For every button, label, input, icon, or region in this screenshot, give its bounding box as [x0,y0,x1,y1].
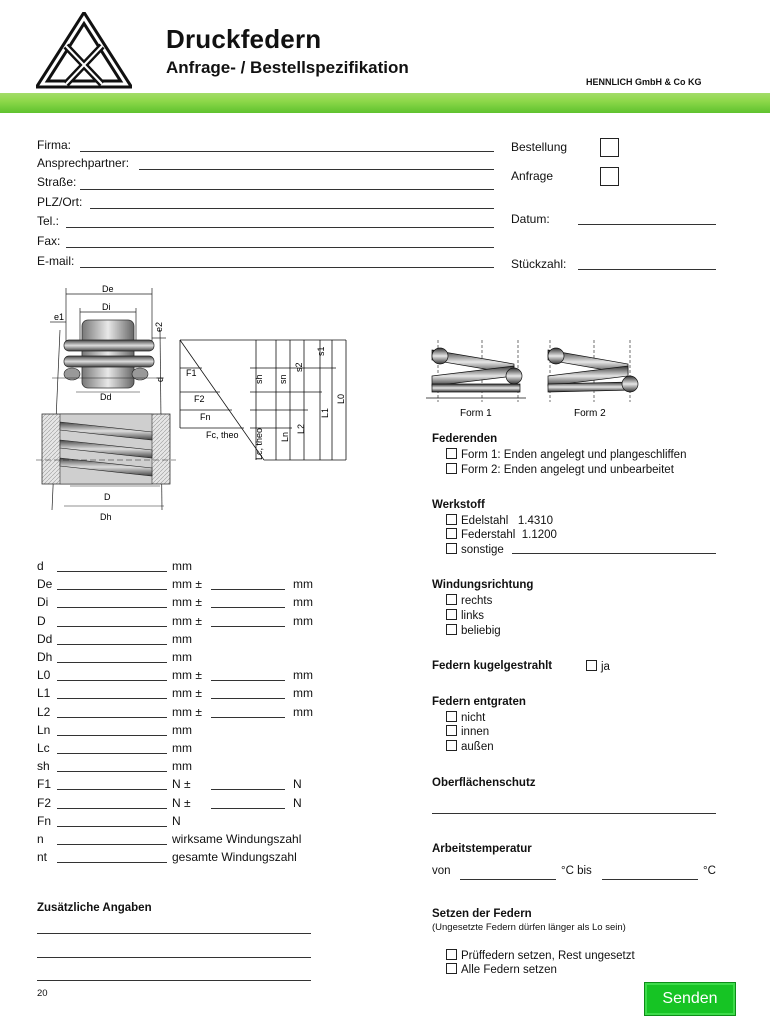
tel-label: Tel.: [37,214,60,228]
spec-tolerance-unit: N [293,795,302,810]
spring-forms-illustration [426,336,646,426]
datum-label: Datum: [511,212,550,226]
label-l2: L2 [296,423,306,434]
entgraten-nicht-option[interactable]: nicht [446,711,485,724]
label-dh: Dh [100,512,112,522]
fax-label: Fax: [37,234,61,248]
spec-unit: mm ± [172,704,202,719]
spec-unit: mm ± [172,668,202,683]
spec-symbol: L2 [37,704,51,719]
spec-tolerance-field[interactable] [211,789,285,790]
spec-symbol: Dh [37,650,53,664]
checkbox-icon[interactable] [446,725,457,736]
label-s2: s2 [294,362,304,372]
anfrage-label: Anfrage [511,169,554,183]
spec-unit: mm [172,650,192,664]
spec-symbol: F2 [37,795,52,810]
tel-field[interactable] [66,227,494,228]
spec-symbol: L0 [37,668,51,683]
checkbox-icon[interactable] [446,463,457,474]
checkbox-icon[interactable] [446,711,457,722]
spec-unit: wirksame Windungszahl [172,832,302,846]
company-name: HENNLICH GmbH & Co KG [586,77,702,87]
checkbox-icon[interactable] [446,594,457,605]
spec-unit: mm [172,559,192,573]
spec-value-field[interactable] [57,735,167,736]
label-fn: Fn [200,412,211,422]
spec-symbol: Dd [37,631,53,646]
spec-unit: mm ± [172,613,202,628]
werkstoff-federstahl-option[interactable]: Federstahl 1.1200 [446,528,557,541]
spec-value-field[interactable] [57,862,167,863]
label-l0: L0 [336,393,346,404]
spec-value-field[interactable] [57,717,167,718]
spec-symbol: Di [37,595,49,610]
label-ln: Ln [280,431,290,442]
label-dd: Dd [100,392,112,402]
federenden-form1-option[interactable]: Form 1: Enden angelegt und plangeschliffen [446,448,686,461]
header-green-bar [0,93,770,113]
label-d: d [155,376,165,382]
label-di: Di [102,302,111,312]
stueckzahl-label: Stückzahl: [511,257,567,271]
windung-rechts-option[interactable]: rechts [446,594,492,607]
spec-tolerance-field[interactable] [211,698,285,699]
spec-value-field[interactable] [57,571,167,572]
spec-symbol: Lc [37,741,50,755]
firma-label: Firma: [37,138,71,152]
label-lc-theo: Lc, theo [254,427,264,460]
werkstoff-heading: Werkstoff [432,499,485,511]
spec-unit: mm [172,722,192,737]
spec-tolerance-unit: N [293,777,302,792]
spec-unit: mm ± [172,577,202,592]
plz-ort-field[interactable] [90,208,494,209]
label-e1: e1 [54,312,65,322]
spec-value-field[interactable] [57,662,167,663]
oberflaechenschutz-heading: Oberflächenschutz [432,777,536,789]
spec-unit: N [172,813,181,828]
checkbox-icon[interactable] [446,448,457,459]
spec-symbol: Ln [37,722,51,737]
entgraten-heading: Federn entgraten [432,696,526,708]
spec-symbol: De [37,577,53,592]
spec-value-field[interactable] [57,753,167,754]
spec-unit: mm [172,741,192,755]
federenden-form2-option[interactable]: Form 2: Enden angelegt und unbearbeitet [446,463,674,476]
senden-button[interactable]: Senden [644,982,736,1016]
label-f1: F1 [186,368,197,378]
checkbox-icon[interactable] [446,624,457,635]
spec-unit: mm ± [172,686,202,701]
spec-symbol: d [37,559,44,573]
checkbox-icon[interactable] [446,740,457,751]
spec-tolerance-unit: mm [293,577,313,592]
spec-tolerance-field[interactable] [211,589,285,590]
spec-symbol: nt [37,850,48,865]
spec-value-field[interactable] [57,698,167,699]
checkbox-icon[interactable] [446,528,457,539]
spec-unit: N ± [172,777,191,792]
email-field[interactable] [80,267,494,268]
windungsrichtung-heading: Windungsrichtung [432,579,534,591]
plz-ort-label: PLZ/Ort: [37,195,83,209]
spec-tolerance-field[interactable] [211,808,285,809]
strasse-label: Straße: [37,175,77,189]
spec-symbol: L1 [37,686,51,701]
setzen-pruef-option[interactable]: Prüffedern setzen, Rest ungesetzt [446,949,635,962]
windung-links-option[interactable]: links [446,609,484,622]
werkstoff-edelstahl-option[interactable]: Edelstahl 1.4310 [446,514,553,527]
label-l1: L1 [320,407,330,418]
stueckzahl-field[interactable] [578,269,716,270]
temp-bis-label: °C bis [561,865,592,877]
checkbox-icon[interactable] [446,543,457,554]
zusaetzlich-heading: Zusätzliche Angaben [37,902,152,914]
zusaetzlich-line-3[interactable] [37,980,311,981]
page-title: Druckfedern [166,24,322,54]
anfrage-checkbox[interactable] [600,167,619,186]
ansprechpartner-field[interactable] [139,169,494,170]
email-label: E-mail: [37,254,75,268]
spec-symbol: Fn [37,813,52,828]
spec-tolerance-field[interactable] [211,607,285,608]
checkbox-icon[interactable] [446,514,457,525]
spec-symbol: F1 [37,777,52,792]
label-fc-theo: Fc, theo [206,430,239,440]
spec-unit: mm ± [172,595,202,610]
werkstoff-sonstige-field[interactable] [512,553,716,554]
entgraten-innen-option[interactable]: innen [446,725,489,738]
spec-value-field[interactable] [57,644,167,645]
setzen-alle-option[interactable]: Alle Federn setzen [446,963,557,976]
spec-unit: mm [172,759,192,774]
spec-tolerance-unit: mm [293,668,313,683]
label-sn: sn [278,374,288,384]
firma-field[interactable] [80,151,494,152]
spec-symbol: sh [37,759,50,774]
page-subtitle: Anfrage- / Bestellspezifikation [166,58,409,77]
label-sh: sh [254,374,264,384]
page-number: 20 [37,988,48,999]
arbeitstemperatur-heading: Arbeitstemperatur [432,843,532,855]
spec-value-field[interactable] [57,589,167,590]
setzen-note: (Ungesetzte Federn dürfen länger als Lo sein) [432,922,626,933]
checkbox-icon[interactable] [446,949,457,960]
spec-value-field[interactable] [57,680,167,681]
hennlich-logo [36,12,132,90]
checkbox-icon[interactable] [586,660,597,671]
temp-max-field[interactable] [602,879,698,880]
oberflaechenschutz-field[interactable] [432,813,716,814]
spec-unit: gesamte Windungszahl [172,850,297,865]
windung-beliebig-option[interactable]: beliebig [446,624,501,637]
spec-value-field[interactable] [57,826,167,827]
label-de: De [102,284,114,294]
form2-caption: Form 2 [574,408,606,419]
checkbox-icon[interactable] [446,963,457,974]
temp-unit-label: °C [703,865,716,877]
strasse-field[interactable] [80,189,494,190]
spec-tolerance-unit: mm [293,686,313,701]
label-d-mean: D [104,492,111,502]
spec-unit: N ± [172,795,191,810]
spec-unit: mm [172,631,192,646]
spec-value-field[interactable] [57,607,167,608]
datum-field[interactable] [578,224,716,225]
spec-value-field[interactable] [57,844,167,845]
zusaetzlich-line-1[interactable] [37,933,311,934]
label-e2: e2 [154,321,164,332]
spec-tolerance-field[interactable] [211,680,285,681]
label-s1: s1 [316,346,326,356]
spring-dimension-diagram [36,280,366,530]
zusaetzlich-line-2[interactable] [37,957,311,958]
temp-min-field[interactable] [460,879,556,880]
ansprechpartner-label: Ansprechpartner: [37,156,130,170]
werkstoff-sonstige-option[interactable]: sonstige [446,543,504,556]
kugelgestrahlt-heading: Federn kugelgestrahlt [432,660,553,672]
checkbox-icon[interactable] [446,609,457,620]
spec-tolerance-field[interactable] [211,626,285,627]
spec-symbol: n [37,832,44,846]
entgraten-aussen-option[interactable]: außen [446,740,494,753]
temp-von-label: von [432,865,451,877]
spec-value-field[interactable] [57,771,167,772]
spec-value-field[interactable] [57,626,167,627]
kugelgestrahlt-ja-option[interactable]: ja [586,660,610,673]
spec-tolerance-unit: mm [293,704,313,719]
spec-value-field[interactable] [57,808,167,809]
bestellung-label: Bestellung [511,140,568,154]
label-f2: F2 [194,394,205,404]
fax-field[interactable] [66,247,494,248]
spec-tolerance-unit: mm [293,595,313,610]
form1-caption: Form 1 [460,408,492,419]
setzen-heading: Setzen der Federn [432,908,532,920]
spec-value-field[interactable] [57,789,167,790]
federenden-heading: Federenden [432,433,498,445]
bestellung-checkbox[interactable] [600,138,619,157]
spec-tolerance-field[interactable] [211,717,285,718]
spec-tolerance-unit: mm [293,613,313,628]
spec-symbol: D [37,613,46,628]
